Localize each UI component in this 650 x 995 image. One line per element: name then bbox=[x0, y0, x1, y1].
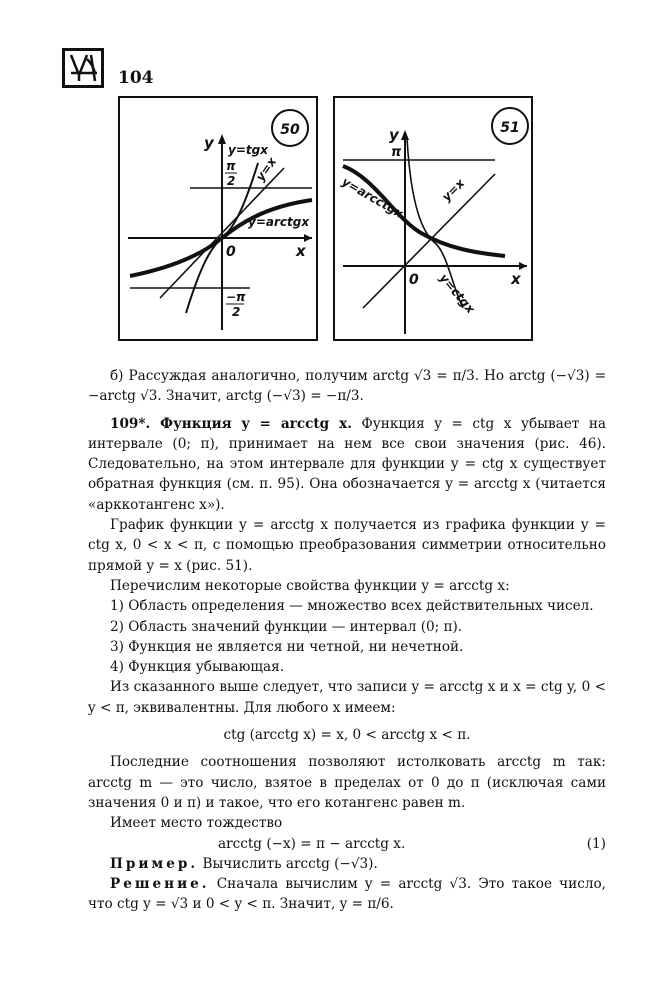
figure-50 bbox=[118, 96, 318, 341]
paragraph-graph: График функции y = arcctg x получается из графика функции y = ctg x, 0 < x < π, с помощью преобразования симметрии относительно прямой y = x (рис. 51). bbox=[88, 517, 606, 574]
paragraph-identity-intro: Имеет место тождество bbox=[110, 815, 283, 832]
fig51-label-arcctg: y=arcctgx bbox=[339, 174, 406, 221]
property-4: 4) Функция убывающая. bbox=[110, 659, 285, 676]
body-text bbox=[88, 366, 606, 915]
property-2: 2) Область значений функции — интервал (0; π). bbox=[110, 618, 463, 635]
fig50-origin: 0 bbox=[226, 244, 236, 260]
solution-body: Сначала вычислим y = arcctg √3. Это такое число, что ctg y = √3 и 0 < y < π. Значит, y = π/6. bbox=[88, 876, 606, 913]
equation-identity: arcctg (−x) = π − arcctg x. bbox=[218, 835, 406, 852]
paragraph-interpretation: Последние соотношения позволяют истолковать arcctg m так: arcctg m — это число, взятое в пределах от 0 до π (исключая сами значения 0 и π) и такое, что его котангенс равен m. bbox=[88, 754, 606, 811]
fig51-label-ctg: y=ctgx bbox=[436, 270, 478, 316]
solution bbox=[88, 874, 606, 915]
example bbox=[88, 854, 606, 874]
fig51-x-label: x bbox=[511, 270, 521, 288]
fig50-neg-pi-half-num: −π bbox=[226, 290, 246, 304]
equation-identity-row bbox=[88, 834, 606, 854]
fig50-label-tg: y=tgx bbox=[228, 143, 268, 157]
fig50-label-arctg: y=arctgx bbox=[248, 215, 310, 229]
fig51-pi: π bbox=[391, 145, 402, 160]
equation-number: (1) bbox=[586, 835, 606, 852]
paragraph-109 bbox=[88, 414, 606, 515]
fig50-y-label: y bbox=[204, 134, 214, 152]
paragraph-properties-intro: Перечислим некоторые свойства функции y = arcctg x: bbox=[110, 577, 510, 594]
paragraph-equivalence: Из сказанного выше следует, что записи y = arcctg x и x = ctg y, 0 < y < π, эквивалентны. Для любого x имеем: bbox=[88, 679, 606, 716]
fig50-x-label: x bbox=[296, 242, 306, 260]
example-body: Вычислить arcctg (−√3). bbox=[202, 855, 378, 872]
publisher-logo bbox=[62, 48, 104, 88]
section-heading-109: 109*. Функция y = arcctg x. bbox=[110, 415, 352, 432]
equation-ctg-arcctg: ctg (arcctg x) = x, 0 < arcctg x < π. bbox=[223, 727, 471, 744]
fig50-pi-half-den: 2 bbox=[227, 174, 236, 188]
property-1: 1) Область определения — множество всех действительных чисел. bbox=[110, 598, 594, 615]
paragraph-arctg-result: б) Рассуждая аналогично, получим arctg √3 = π/3. Но arctg (−√3) = −arctg √3. Значит, arctg (−√3) = −π/3. bbox=[88, 368, 606, 405]
fig50-pi-half-num: π bbox=[226, 159, 236, 173]
property-3: 3) Функция не является ни четной, ни нечетной. bbox=[110, 638, 464, 655]
fig50-badge: 50 bbox=[280, 122, 300, 138]
fig50-label-yx: y=x bbox=[252, 154, 280, 184]
figure-51 bbox=[333, 96, 533, 341]
example-label: Пример. bbox=[110, 855, 199, 872]
fig51-badge: 51 bbox=[500, 120, 520, 136]
fig51-curve-arcctg bbox=[343, 166, 505, 256]
solution-label: Решение. bbox=[110, 876, 210, 893]
page-number: 104 bbox=[118, 68, 154, 88]
paragraph-109-body: Функция y = ctg x убывает на интервале (0; π), принимает на нем все свои значения (рис. 46). Следовательно, на этом интервале для функции y = ctg x существует обратная функция (см. п. 95). Она обозначается y = arcctg x (читается «арккотангенс x»). bbox=[88, 415, 606, 513]
fig51-label-yx: y=x bbox=[439, 176, 468, 205]
fig50-neg-pi-half-den: 2 bbox=[232, 305, 241, 319]
fig51-y-label: y bbox=[389, 126, 399, 144]
fig51-origin: 0 bbox=[409, 272, 419, 288]
